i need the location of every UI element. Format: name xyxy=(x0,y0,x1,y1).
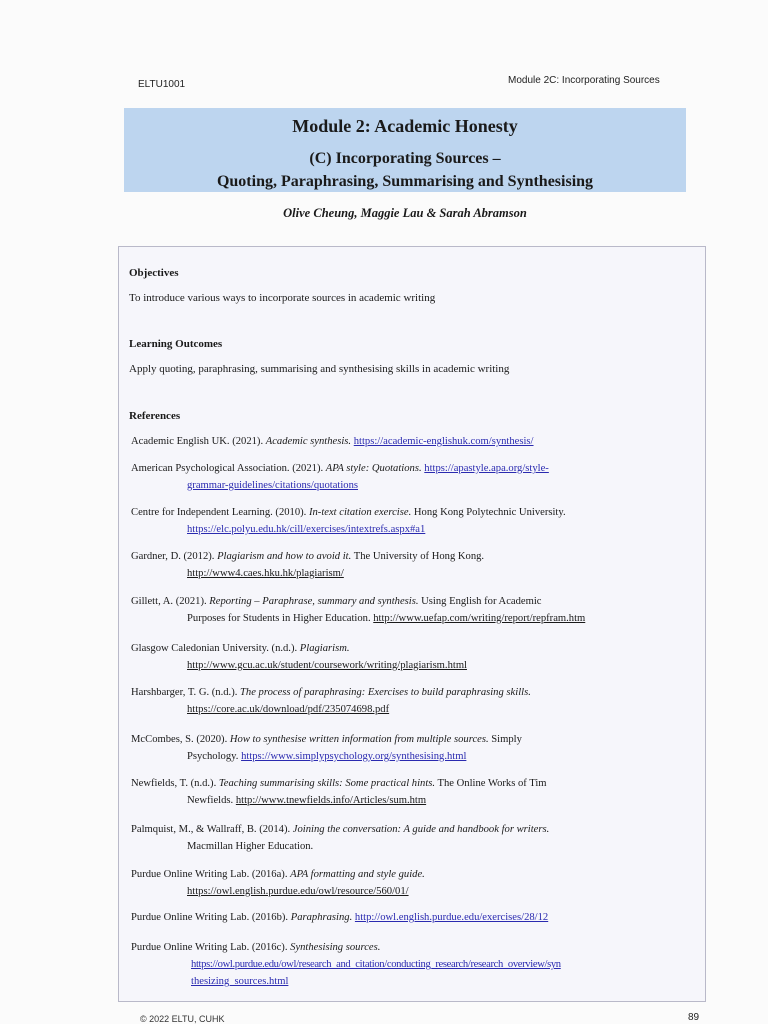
page-title: Module 2: Academic Honesty xyxy=(292,116,518,136)
reference-item: Academic English UK. (2021). Academic synthesis. https://academic-englishuk.com/synthesis/ xyxy=(131,436,534,447)
learning-outcomes-text: Apply quoting, paraphrasing, summarising and synthesising skills in academic writing xyxy=(129,363,510,375)
reference-link[interactable]: http://owl.english.purdue.edu/exercises/28/12 xyxy=(354,912,549,923)
content-box xyxy=(118,246,706,1002)
page-subtitle-line2: Quoting, Paraphrasing, Summarising and Synthesising xyxy=(216,173,594,190)
reference-link[interactable]: grammar-guidelines/citations/quotations xyxy=(187,480,359,491)
module-tag: Module 2C: Incorporating Sources xyxy=(508,75,660,86)
authors: Olive Cheung, Maggie Lau & Sarah Abramson xyxy=(283,206,527,220)
reference-link[interactable]: https://apastyle.apa.org/style- xyxy=(424,463,549,474)
course-code: ELTU1001 xyxy=(138,79,186,90)
objectives-heading: Objectives xyxy=(129,267,179,279)
reference-item: Harshbarger, T. G. (n.d.). The process of paraphrasing: Exercises to build paraphrasing skills. https://core.ac.uk/download/pdf/235074698.pdf xyxy=(131,687,531,715)
reference-link[interactable]: https://owl.english.purdue.edu/owl/resource/560/01/ xyxy=(187,886,409,897)
reference-link[interactable]: https://www.simplypsychology.org/synthesising.html xyxy=(241,751,467,762)
reference-item: Palmquist, M., & Wallraff, B. (2014). Joining the conversation: A guide and handbook for writers. Macmillan Higher Education. xyxy=(131,824,550,852)
reference-item: Gillett, A. (2021). Reporting – Paraphrase, summary and synthesis. Using English for Academic Purposes for Students in Higher Education. http://www.uefap.com/writing/report/repfram.htm xyxy=(131,596,586,624)
reference-item: American Psychological Association. (2021). APA style: Quotations. https://apastyle.apa.org/style- grammar-guidelines/citations/quotations xyxy=(131,463,549,491)
reference-link[interactable]: http://www.gcu.ac.uk/student/coursework/writing/plagiarism.html xyxy=(187,660,467,671)
references-heading: References xyxy=(129,410,181,422)
reference-item: Newfields, T. (n.d.). Teaching summarising skills: Some practical hints. The Online Works of Tim Newfields. http://www.tnewfields.info/Articles/sum.htm xyxy=(131,778,547,806)
objectives-text: To introduce various ways to incorporate sources in academic writing xyxy=(129,292,436,304)
reference-link[interactable]: http://www.uefap.com/writing/report/repfram.htm xyxy=(373,613,586,624)
reference-item: Centre for Independent Learning. (2010). In-text citation exercise. Hong Kong Polytechnic University. https://elc.polyu.edu.hk/cill/exercises/intextrefs.aspx#a1 xyxy=(131,507,566,535)
title-banner xyxy=(124,108,686,192)
page-subtitle-line1: (C) Incorporating Sources – xyxy=(309,150,501,167)
reference-link[interactable]: http://www.tnewfields.info/Articles/sum.htm xyxy=(235,795,427,806)
reference-link[interactable]: https://elc.polyu.edu.hk/cill/exercises/intextrefs.aspx#a1 xyxy=(187,524,426,535)
reference-item: Purdue Online Writing Lab. (2016b). Paraphrasing. http://owl.english.purdue.edu/exercises/28/12 xyxy=(131,912,549,923)
reference-link[interactable]: http://www4.caes.hku.hk/plagiarism/ xyxy=(187,568,344,579)
copyright: © 2022 ELTU, CUHK xyxy=(140,1014,225,1024)
reference-item: Purdue Online Writing Lab. (2016c). Synthesising sources. https://owl.purdue.edu/owl/research_and_citation/conducting_research/research_overview/syn thesizing_sources.html xyxy=(131,942,561,987)
reference-link[interactable]: https://owl.purdue.edu/owl/research_and_citation/conducting_research/research_overview/syn xyxy=(191,959,561,970)
reference-link[interactable]: thesizing_sources.html xyxy=(191,976,289,987)
reference-link[interactable]: https://academic-englishuk.com/synthesis/ xyxy=(353,436,534,447)
reference-item: McCombes, S. (2020). How to synthesise written information from multiple sources. Simply Psychology. https://www.simplypsychology.org/synthesising.html xyxy=(131,734,522,762)
reference-item: Purdue Online Writing Lab. (2016a). APA formatting and style guide. https://owl.english.purdue.edu/owl/resource/560/01/ xyxy=(131,869,425,897)
reference-link[interactable]: https://core.ac.uk/download/pdf/235074698.pdf xyxy=(187,704,390,715)
reference-item: Glasgow Caledonian University. (n.d.). Plagiarism. http://www.gcu.ac.uk/student/coursework/writing/plagiarism.html xyxy=(131,643,467,671)
page-number: 89 xyxy=(688,1012,700,1023)
learning-outcomes-heading: Learning Outcomes xyxy=(129,338,223,350)
reference-item: Gardner, D. (2012). Plagiarism and how to avoid it. The University of Hong Kong. http://www4.caes.hku.hk/plagiarism/ xyxy=(131,551,485,579)
